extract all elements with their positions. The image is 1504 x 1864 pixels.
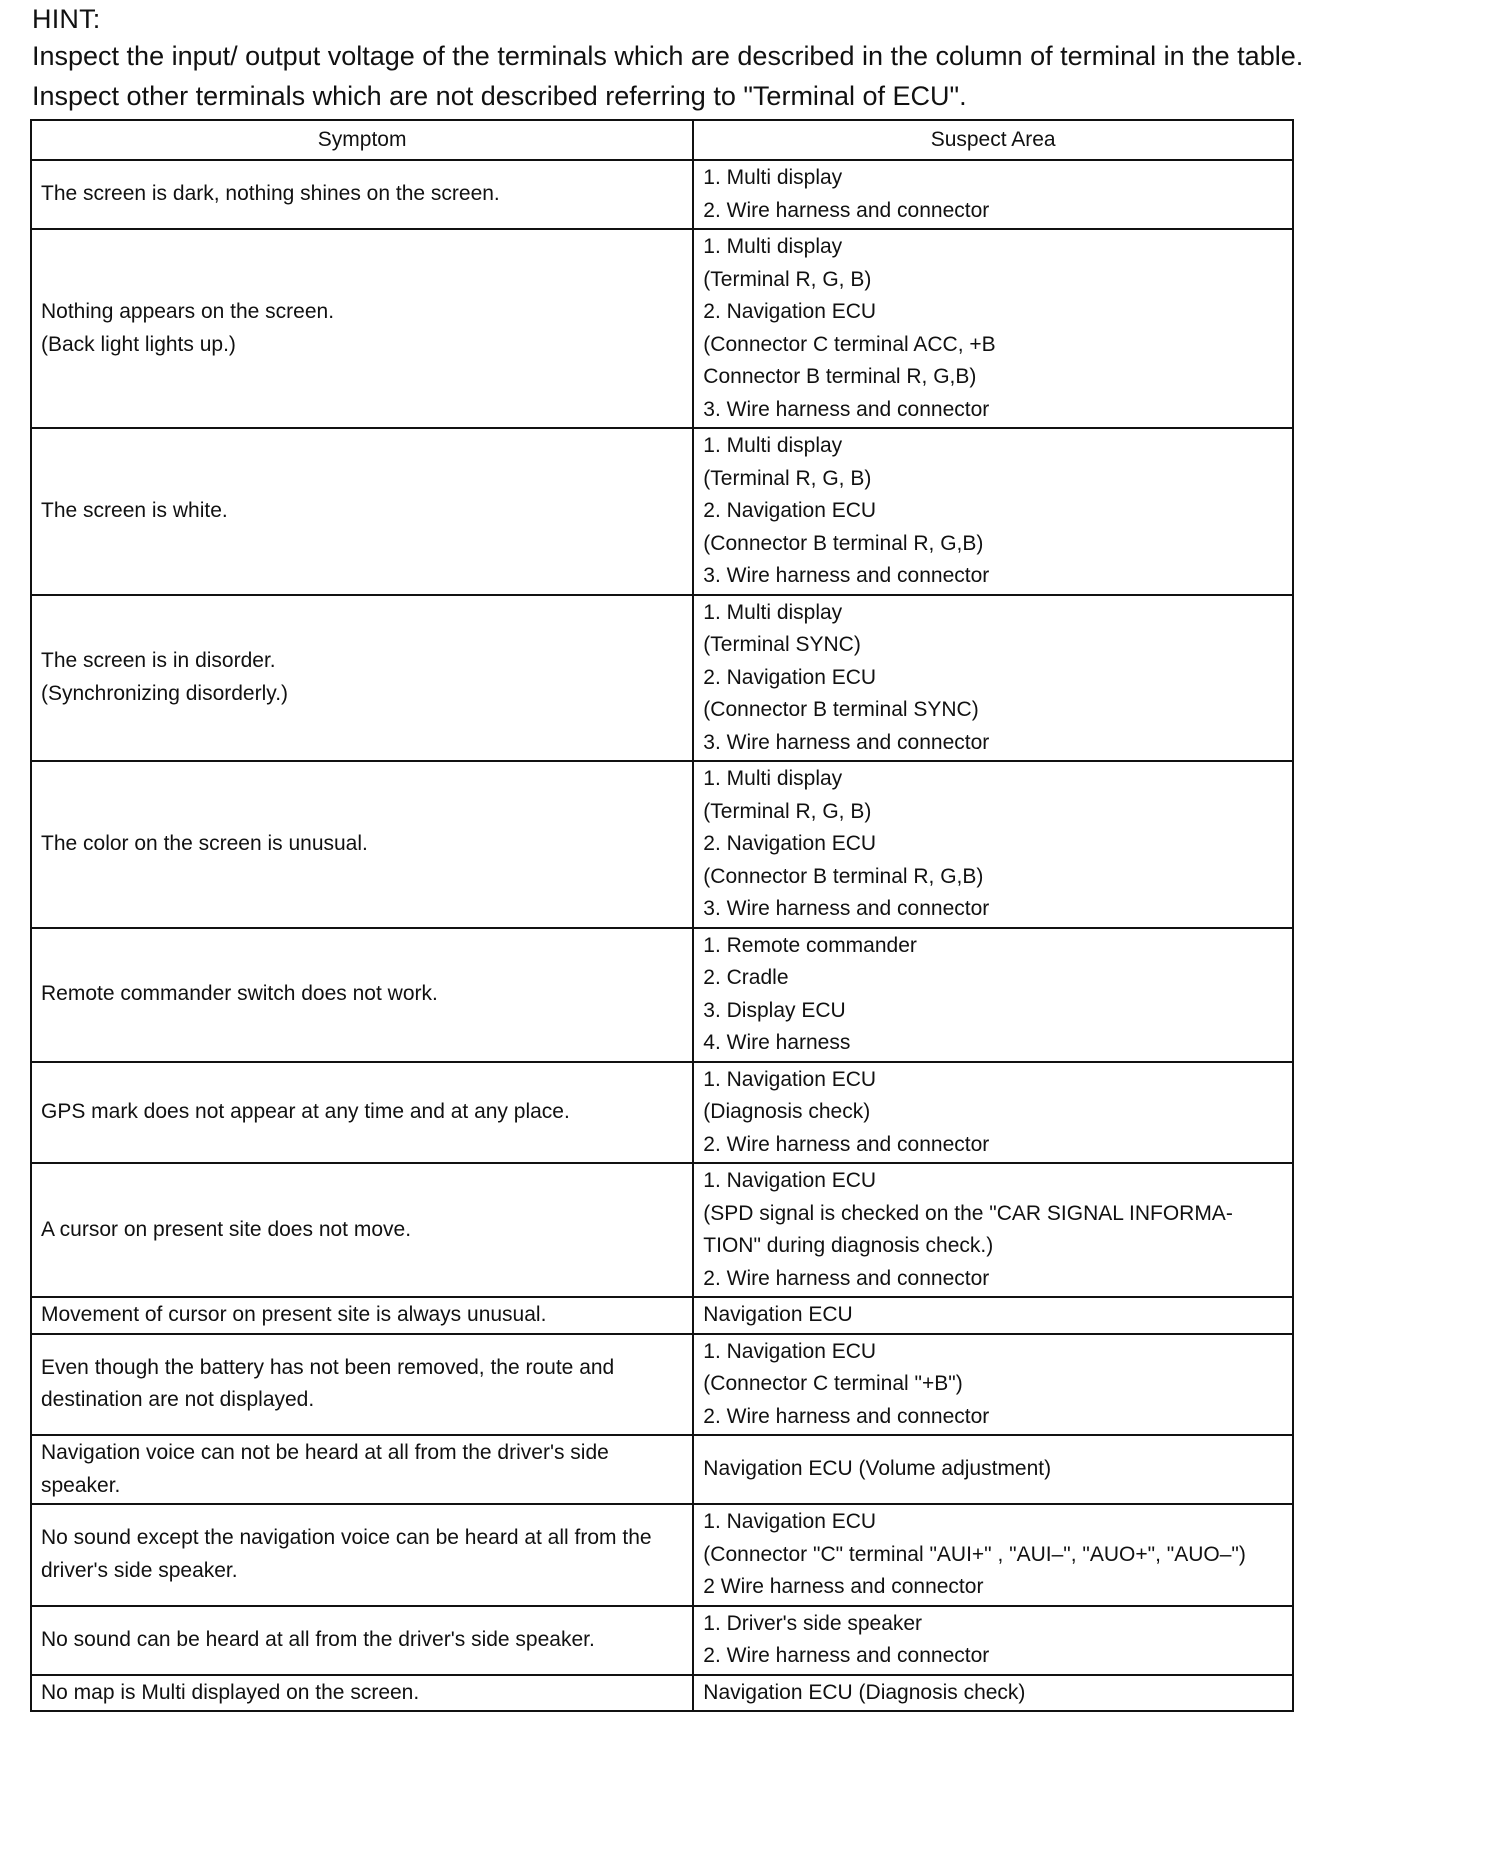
suspect-area-item: (Terminal R, G, B): [703, 799, 872, 823]
symptom-cell: [31, 428, 693, 595]
suspect-area-item: 1. Navigation ECU: [703, 1169, 877, 1192]
hint-label: HINT:: [32, 4, 101, 34]
suspect-area-item: (Connector C terminal "+B"): [703, 1372, 963, 1395]
suspect-area-cell: [693, 1504, 1293, 1606]
symptom-text: A cursor on present site does not move.: [41, 1217, 412, 1241]
table-header-row: [31, 120, 1293, 160]
suspect-area-item: 3. Wire harness and connector: [703, 897, 990, 920]
suspect-area-cell: [693, 1675, 1293, 1712]
table-row: [31, 1062, 1293, 1164]
symptom-text: The screen is in disorder.: [41, 649, 276, 673]
symptom-cell: [31, 1297, 693, 1334]
hint-line-1: Inspect the input/ output voltage of the terminals which are described in the column of terminal in the table.: [32, 41, 1304, 71]
symptom-cell: [31, 1334, 693, 1436]
suspect-area-item: 3. Wire harness and connector: [703, 564, 990, 587]
suspect-area-item: (Terminal R, G, B): [703, 466, 872, 490]
table-row: [31, 1435, 1293, 1504]
symptom-cell: [31, 1606, 693, 1675]
table-row: [31, 1504, 1293, 1606]
symptom-text: No map is Multi displayed on the screen.: [41, 1680, 420, 1704]
table-row: [31, 1334, 1293, 1436]
suspect-area-item: 2. Navigation ECU: [703, 665, 877, 689]
suspect-area-cell: [693, 160, 1293, 229]
symptom-text: Remote commander switch does not work.: [41, 982, 438, 1006]
suspect-area-item: 2. Wire harness and connector: [703, 198, 990, 222]
suspect-area-item: Navigation ECU (Volume adjustment): [703, 1457, 1052, 1481]
table-row: [31, 160, 1293, 229]
table-row: [31, 1675, 1293, 1712]
suspect-area-item: (SPD signal is checked on the "CAR SIGNAL INFORMA-: [703, 1201, 1233, 1225]
suspect-area-item: Navigation ECU: [703, 1303, 853, 1326]
symptom-cell: [31, 595, 693, 762]
suspect-area-item: 1. Multi display: [703, 767, 843, 790]
symptom-header: Symptom: [31, 120, 693, 160]
symptom-text: No sound can be heard at all from the driver's side speaker.: [41, 1627, 595, 1651]
suspect-area-item: 2 Wire harness and connector: [703, 1575, 984, 1598]
suspect-area-item: 1. Multi display: [703, 434, 843, 457]
symptom-text: (Synchronizing disorderly.): [41, 681, 289, 705]
symptom-text: Nothing appears on the screen.: [41, 300, 335, 323]
suspect-area-item: (Connector "C" terminal "AUI+" , "AUI–", "AUO+", "AUO–"): [703, 1542, 1246, 1566]
symptom-cell: [31, 1435, 693, 1504]
suspect-area-item: 3. Wire harness and connector: [703, 730, 990, 754]
suspect-area-item: TION" during diagnosis check.): [703, 1234, 994, 1257]
symptom-text: speaker.: [41, 1473, 121, 1497]
symptom-text: The screen is dark, nothing shines on the screen.: [41, 182, 500, 206]
suspect-area-item: 1. Multi display: [703, 600, 843, 624]
suspect-area-cell: [693, 428, 1293, 595]
suspect-area-item: (Terminal R, G, B): [703, 267, 872, 291]
suspect-area-cell: [693, 1435, 1293, 1504]
table-row: [31, 1163, 1293, 1297]
suspect-area-item: 2. Wire harness and connector: [703, 1644, 990, 1667]
suspect-area-item: 2. Navigation ECU: [703, 300, 877, 323]
suspect-area-cell: [693, 1334, 1293, 1436]
suspect-area-cell: [693, 1062, 1293, 1164]
suspect-area-item: (Connector B terminal R, G,B): [703, 864, 984, 888]
table-row: [31, 428, 1293, 595]
suspect-area-item: 2. Wire harness and connector: [703, 1266, 990, 1290]
symptom-cell: [31, 229, 693, 428]
symptom-text: GPS mark does not appear at any time and at any place.: [41, 1100, 570, 1123]
problem-symptoms-table: [30, 119, 1294, 1712]
symptom-text: Movement of cursor on present site is always unusual.: [41, 1303, 547, 1326]
suspect-area-item: 2. Navigation ECU: [703, 832, 877, 855]
symptom-text: No sound except the navigation voice can be heard at all from the: [41, 1526, 652, 1550]
symptom-cell: [31, 761, 693, 928]
symptom-text: The color on the screen is unusual.: [41, 832, 368, 855]
suspect-area-item: 2. Wire harness and connector: [703, 1404, 990, 1428]
suspect-area-item: 1. Driver's side speaker: [703, 1611, 923, 1635]
symptom-cell: [31, 160, 693, 229]
table-body: [31, 160, 1293, 1711]
symptom-cell: [31, 928, 693, 1062]
table-row: [31, 1297, 1293, 1334]
symptom-cell: [31, 1062, 693, 1164]
suspect-area-item: 1. Multi display: [703, 166, 843, 189]
hint-line-2: Inspect other terminals which are not described referring to "Terminal of ECU".: [32, 81, 967, 111]
symptom-text: destination are not displayed.: [41, 1388, 315, 1412]
suspect-area-item: (Connector C terminal ACC, +B: [703, 332, 996, 356]
suspect-area-cell: [693, 761, 1293, 928]
symptom-cell: [31, 1675, 693, 1712]
suspect-area-item: (Terminal SYNC): [703, 633, 861, 656]
suspect-area-item: Connector B terminal R, G,B): [703, 365, 977, 388]
suspect-area-cell: [693, 928, 1293, 1062]
suspect-area-item: 3. Wire harness and connector: [703, 397, 990, 421]
suspect-area-item: 1. Navigation ECU: [703, 1339, 877, 1363]
suspect-area-item: 1. Navigation ECU: [703, 1510, 877, 1533]
suspect-area-cell: [693, 595, 1293, 762]
table-row: [31, 761, 1293, 928]
suspect-area-item: 3. Display ECU: [703, 998, 846, 1022]
table-row: [31, 595, 1293, 762]
table-row: [31, 1606, 1293, 1675]
table-row: [31, 928, 1293, 1062]
hint-block: [32, 2, 1492, 116]
symptom-cell: [31, 1163, 693, 1297]
suspect-area-item: (Diagnosis check): [703, 1100, 871, 1123]
suspect-area-header: Suspect Area: [693, 120, 1293, 160]
suspect-area-item: (Connector B terminal R, G,B): [703, 531, 984, 555]
symptom-text: Even though the battery has not been removed, the route and: [41, 1355, 615, 1379]
suspect-area-item: 1. Remote commander: [703, 933, 917, 957]
suspect-area-item: 2. Navigation ECU: [703, 499, 877, 522]
symptom-text: Navigation voice can not be heard at all from the driver's side: [41, 1441, 609, 1464]
suspect-area-item: 4. Wire harness: [703, 1031, 851, 1054]
symptom-text: The screen is white.: [41, 499, 228, 522]
suspect-area-cell: [693, 1297, 1293, 1334]
symptom-cell: [31, 1504, 693, 1606]
symptom-text: (Back light lights up.): [41, 332, 236, 356]
suspect-area-cell: [693, 1606, 1293, 1675]
suspect-area-item: Navigation ECU (Diagnosis check): [703, 1680, 1026, 1704]
table-row: [31, 229, 1293, 428]
symptom-text: driver's side speaker.: [41, 1558, 238, 1582]
suspect-area-item: 1. Navigation ECU: [703, 1067, 877, 1091]
suspect-area-cell: [693, 229, 1293, 428]
suspect-area-cell: [693, 1163, 1293, 1297]
suspect-area-item: 2. Cradle: [703, 966, 789, 989]
suspect-area-item: 1. Multi display: [703, 235, 843, 258]
suspect-area-item: 2. Wire harness and connector: [703, 1132, 990, 1156]
suspect-area-item: (Connector B terminal SYNC): [703, 698, 979, 721]
